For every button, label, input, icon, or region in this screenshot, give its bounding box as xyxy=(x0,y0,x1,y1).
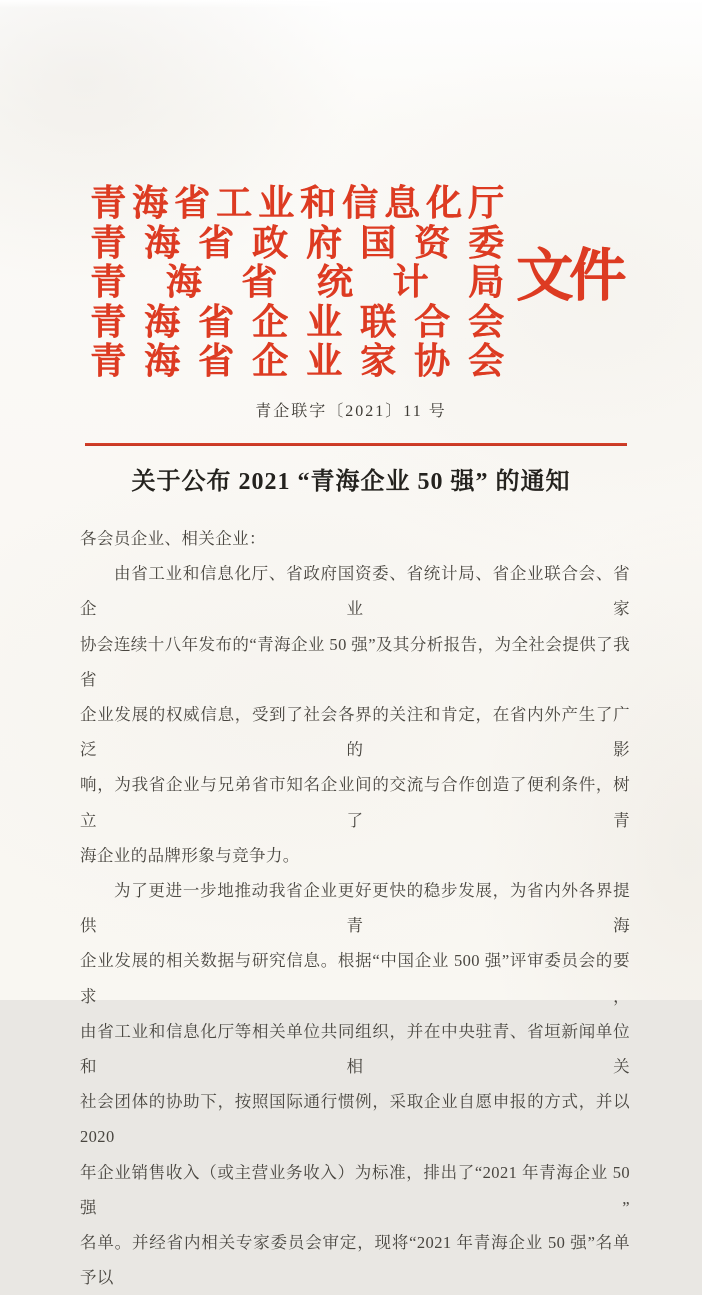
letterhead-org-line: 青海省政府国资委 xyxy=(90,222,504,263)
body-line: 响，为我省企业与兄弟省市知名企业间的交流与合作创造了便利条件，树立了青 xyxy=(80,775,630,830)
body-line: 由省工业和信息化厅、省政府国资委、省统计局、省企业联合会、省企业家 xyxy=(80,564,630,619)
letterhead-org-line: 青海省统计局 xyxy=(90,262,504,303)
red-separator-line xyxy=(85,443,627,446)
body-line: 海企业的品牌形象与竞争力。 xyxy=(80,845,300,865)
document-body xyxy=(80,521,630,1295)
body-line: 年企业销售收入（或主营业务收入）为标准，排出了“2021 年青海企业 50 强” xyxy=(80,1162,630,1217)
body-line: 社会团体的协助下，按照国际通行惯例，采取企业自愿申报的方式，并以 2020 xyxy=(80,1092,630,1147)
body-line: 名单。并经省内相关专家委员会审定，现将“2021 年青海企业 50 强”名单予以 xyxy=(80,1233,630,1288)
body-line: 企业发展的相关数据与研究信息。根据“中国企业 500 强”评审委员会的要求， xyxy=(80,951,630,1006)
body-line: 协会连续十八年发布的“青海企业 50 强”及其分析报告，为全社会提供了我省 xyxy=(80,634,630,689)
letterhead-org-line: 青海省工业和信息化厅 xyxy=(90,183,504,223)
document-label: 文件 xyxy=(516,245,622,308)
reference-number: 青企联字〔2021〕11 号 xyxy=(255,403,447,420)
letterhead-org-line: 青海省企业家协会 xyxy=(90,341,504,382)
body-line: 为了更进一步地推动我省企业更好更快的稳步发展，为省内外各界提供青海 xyxy=(80,881,630,936)
salutation: 各会员企业、相关企业： xyxy=(80,529,266,548)
document-title: 关于公布 2021 “青海企业 50 强” 的通知 xyxy=(131,469,571,495)
letterhead-org-line: 青海省企业联合会 xyxy=(90,301,504,342)
letterhead xyxy=(90,184,504,382)
body-line: 企业发展的权威信息，受到了社会各界的关注和肯定，在省内外产生了广泛的影 xyxy=(80,705,630,760)
body-line: 由省工业和信息化厅等相关单位共同组织，并在中央驻青、省垣新闻单位和相关 xyxy=(80,1021,630,1077)
